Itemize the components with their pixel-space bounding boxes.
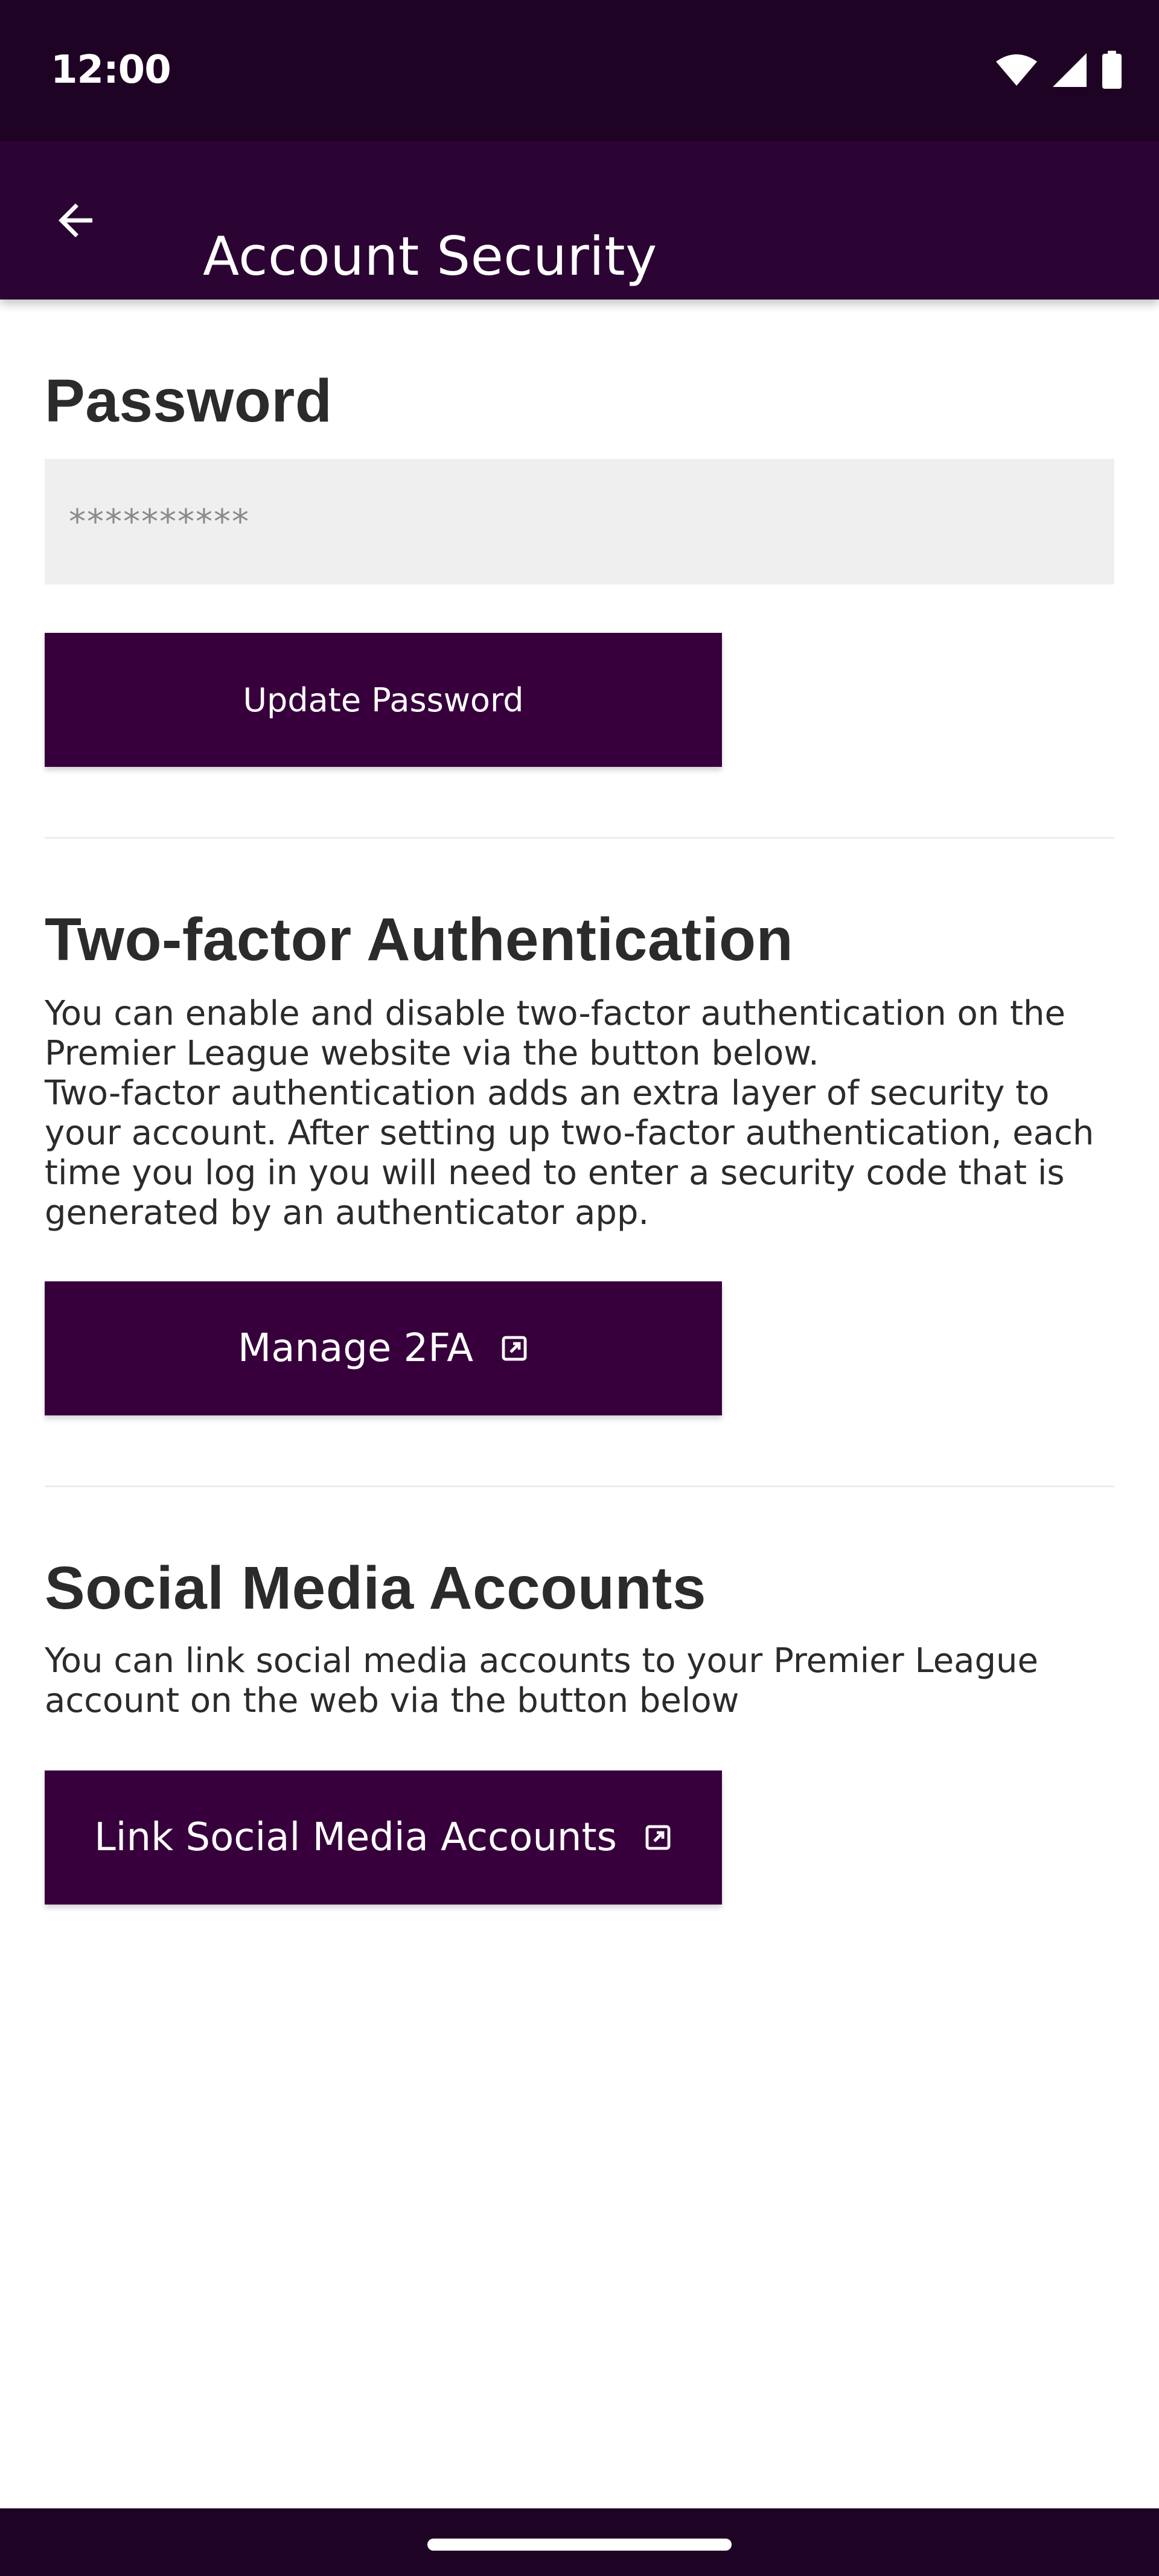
social-media-description — [45, 1641, 1114, 1721]
update-password-button[interactable] — [45, 633, 722, 767]
link-social-media-label: Link Social Media Accounts — [94, 1815, 617, 1860]
two-factor-paragraph: Two-factor authentication adds an extra layer of security to your account. After setting up two-factor authentication, each time you log in you will need to enter a security code that is generated by an authenticator app. — [45, 1074, 1094, 1232]
app-bar — [0, 141, 1159, 300]
section-divider — [45, 1485, 1114, 1487]
link-social-media-button[interactable] — [45, 1770, 722, 1905]
social-media-paragraph: You can link social media accounts to your Premier League account on the web via the button below — [45, 1641, 1038, 1720]
external-link-icon — [500, 1334, 529, 1363]
manage-2fa-label: Manage 2FA — [238, 1326, 473, 1371]
two-factor-section-title: Two-factor Authentication — [45, 906, 794, 973]
two-factor-description — [45, 994, 1114, 1233]
home-indicator[interactable] — [427, 2539, 732, 2551]
back-button[interactable] — [36, 181, 115, 260]
navigation-bar — [0, 2508, 1159, 2576]
external-link-icon — [643, 1823, 672, 1852]
update-password-label: Update Password — [243, 681, 524, 719]
two-factor-paragraph: You can enable and disable two-factor authentication on the Premier League website via the button below. — [45, 994, 1065, 1073]
manage-2fa-button[interactable] — [45, 1281, 722, 1415]
status-time: 12:00 — [51, 48, 171, 92]
social-media-section-title: Social Media Accounts — [45, 1554, 706, 1622]
password-field[interactable] — [45, 459, 1114, 585]
wifi-icon — [995, 53, 1038, 87]
section-divider — [45, 837, 1114, 839]
status-icons — [995, 51, 1123, 89]
battery-icon — [1101, 51, 1123, 89]
arrow-left-icon — [50, 195, 101, 246]
signal-icon — [1052, 52, 1088, 88]
status-bar — [0, 0, 1159, 141]
password-section-title: Password — [45, 367, 333, 435]
page-title: Account Security — [203, 225, 657, 287]
